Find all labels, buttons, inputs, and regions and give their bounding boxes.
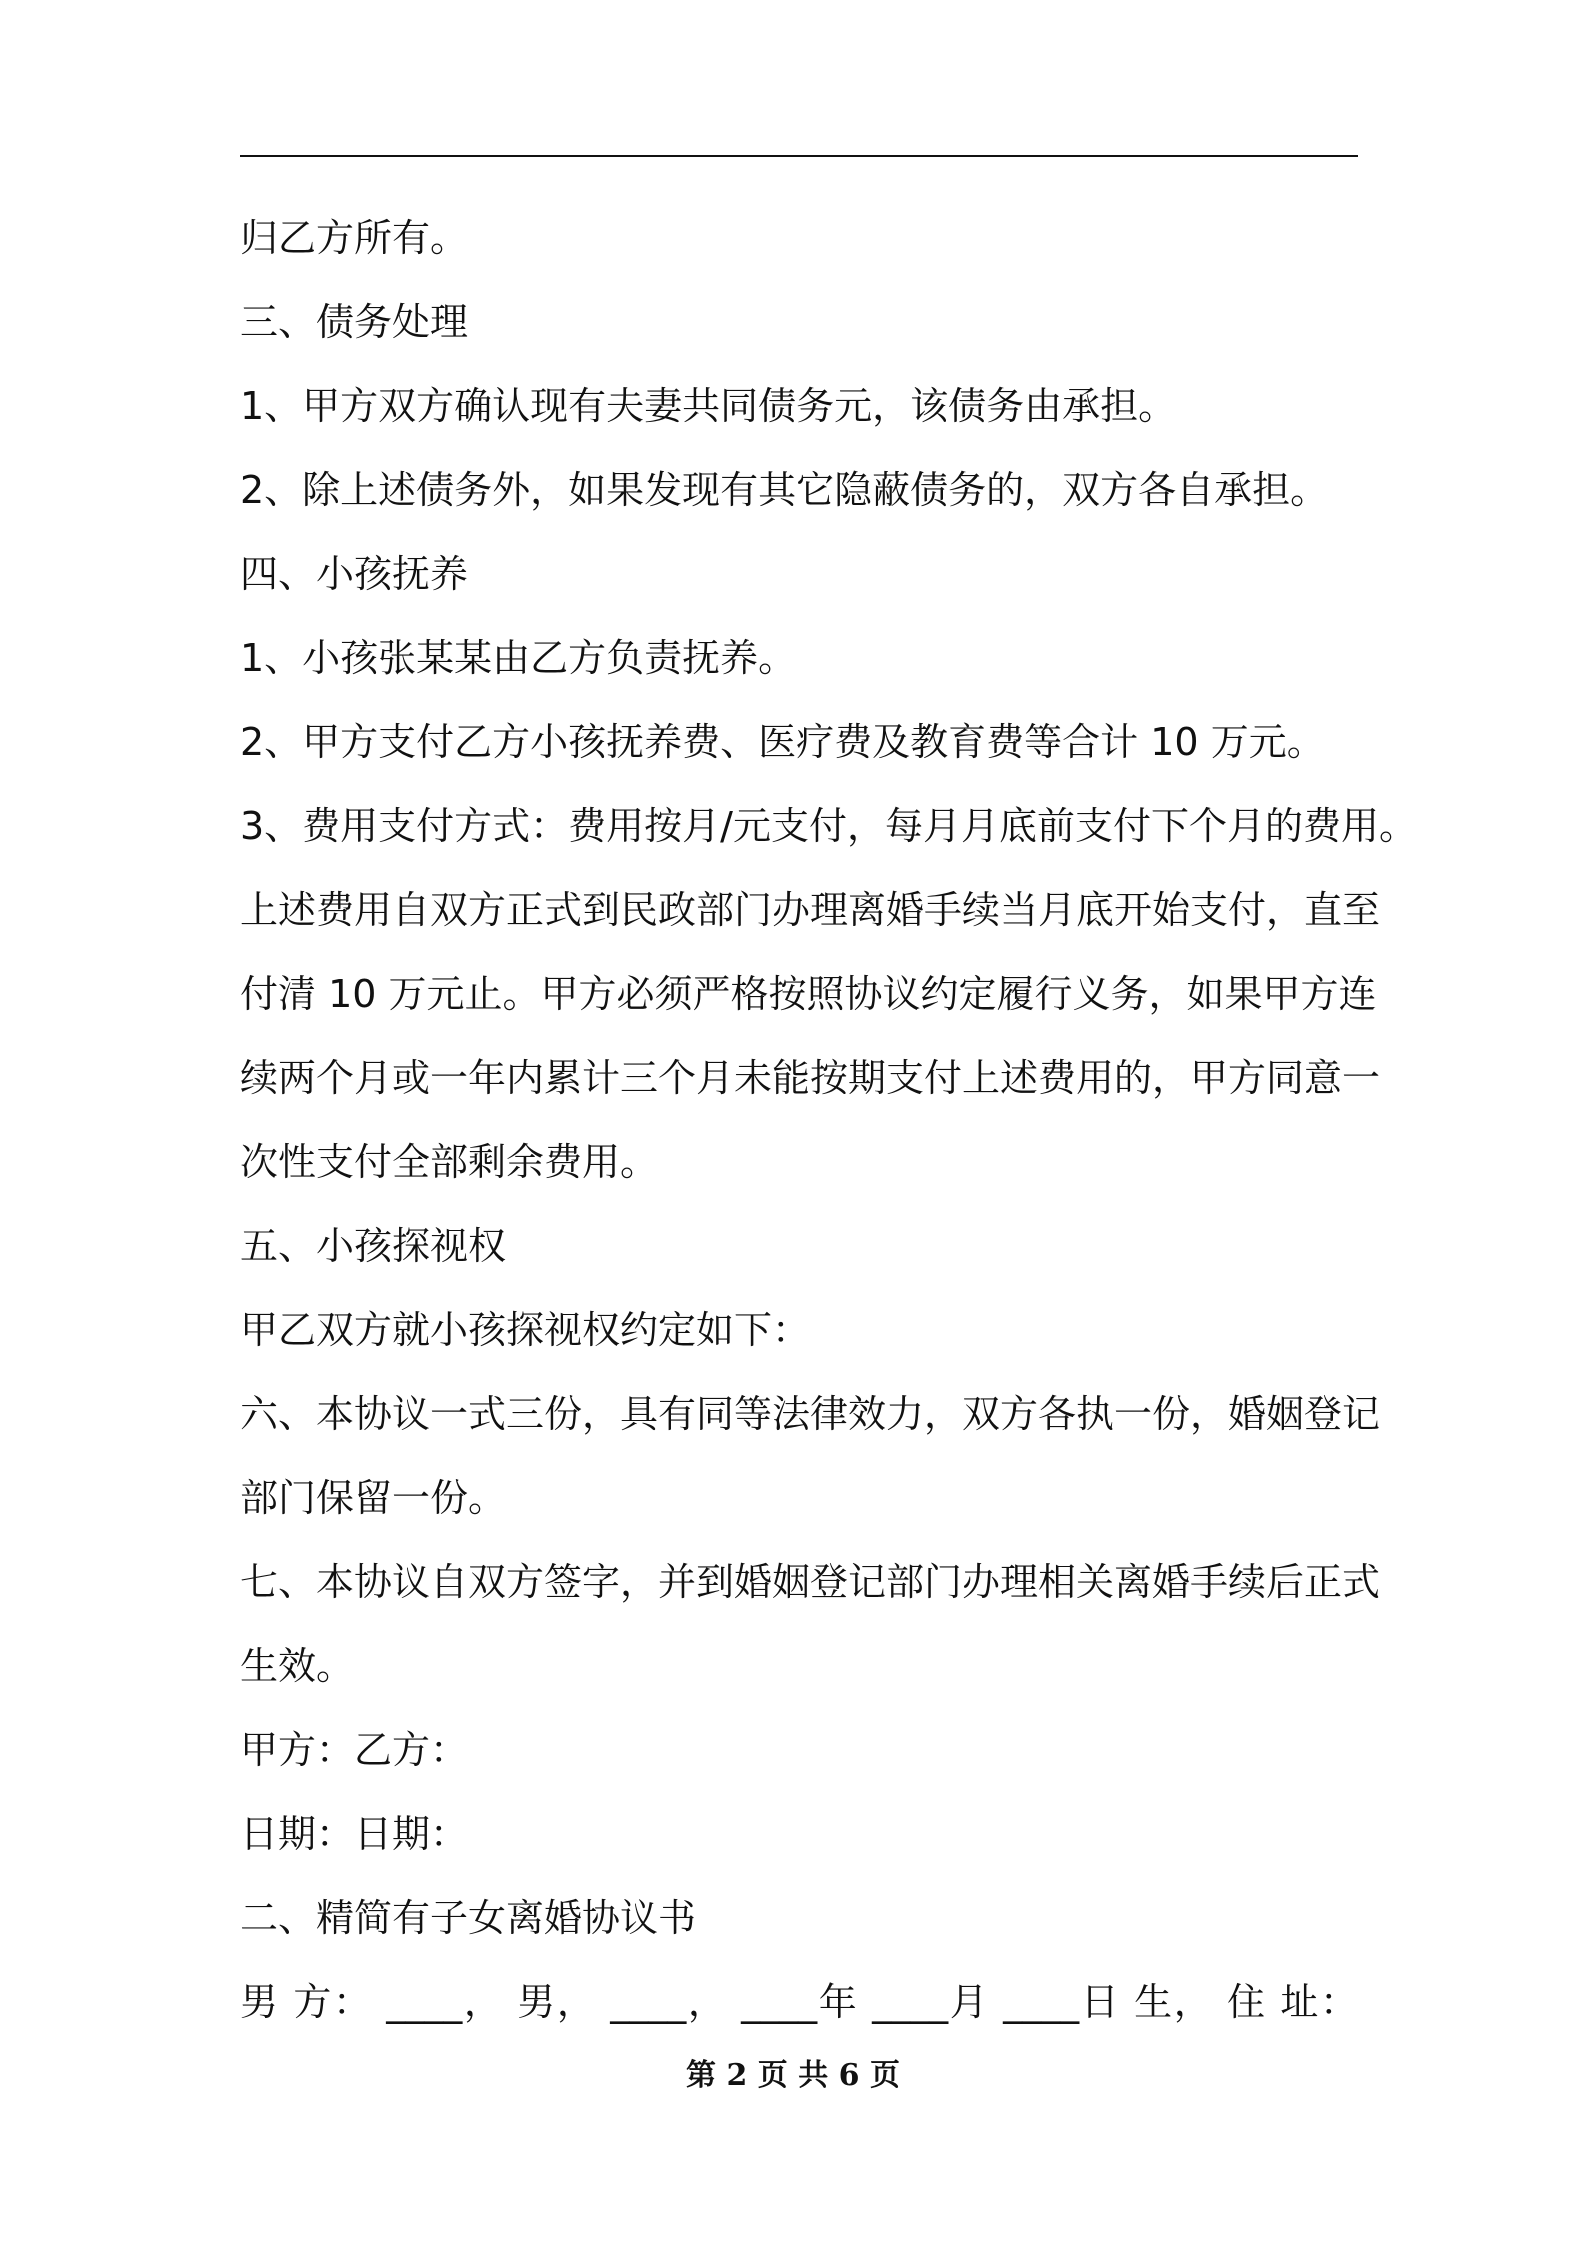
document-body [240,196,1417,2044]
date-line: 日期：日期： [240,1812,469,1856]
paragraph-line: 1、甲方双方确认现有夫妻共同债务元，该债务由承担。 [240,384,1177,428]
paragraph-line: 2、甲方支付乙方小孩抚养费、医疗费及教育费等合计 10 万元。 [240,720,1325,764]
paragraph-line: 七、本协议自双方签字，并到婚姻登记部门办理相关离婚手续后正式 [240,1560,1381,1604]
section-heading-child-custody: 四、小孩抚养 [240,552,469,596]
section-heading-agreement: 二、精简有子女离婚协议书 [240,1896,697,1940]
header-rule [240,155,1358,157]
paragraph-line: 甲乙双方就小孩探视权约定如下： [240,1308,811,1352]
paragraph-line: 3、费用支付方式：费用按月/元支付，每月月底前支付下个月的费用。 [240,804,1417,848]
paragraph-line: 续两个月或一年内累计三个月未能按期支付上述费用的，甲方同意一 [240,1056,1381,1100]
paragraph-line: 部门保留一份。 [240,1476,507,1520]
paragraph-line: 生效。 [240,1644,355,1688]
paragraph-line: 归乙方所有。 [240,216,469,260]
paragraph-line: 次性支付全部剩余费用。 [240,1140,659,1184]
section-heading-debt: 三、债务处理 [240,300,469,344]
paragraph-line: 付清 10 万元止。甲方必须严格按照协议约定履行义务，如果甲方连 [240,972,1377,1016]
page-number: 第 2 页 共 6 页 [686,2058,900,2093]
signature-line: 甲方：乙方： [240,1728,469,1772]
paragraph-line: 1、小孩张某某由乙方负责抚养。 [240,636,797,680]
section-heading-visitation: 五、小孩探视权 [240,1224,507,1268]
paragraph-line: 2、除上述债务外，如果发现有其它隐蔽债务的，双方各自承担。 [240,468,1329,512]
paragraph-line: 六、本协议一式三份，具有同等法律效力，双方各执一份，婚姻登记 [240,1392,1381,1436]
paragraph-line: 上述费用自双方正式到民政部门办理离婚手续当月底开始支付，直至 [240,888,1381,932]
party-info-line: 男 方： ____， 男， ____， ____年 ____月 ____日 生， 住 址： [240,1980,1358,2024]
